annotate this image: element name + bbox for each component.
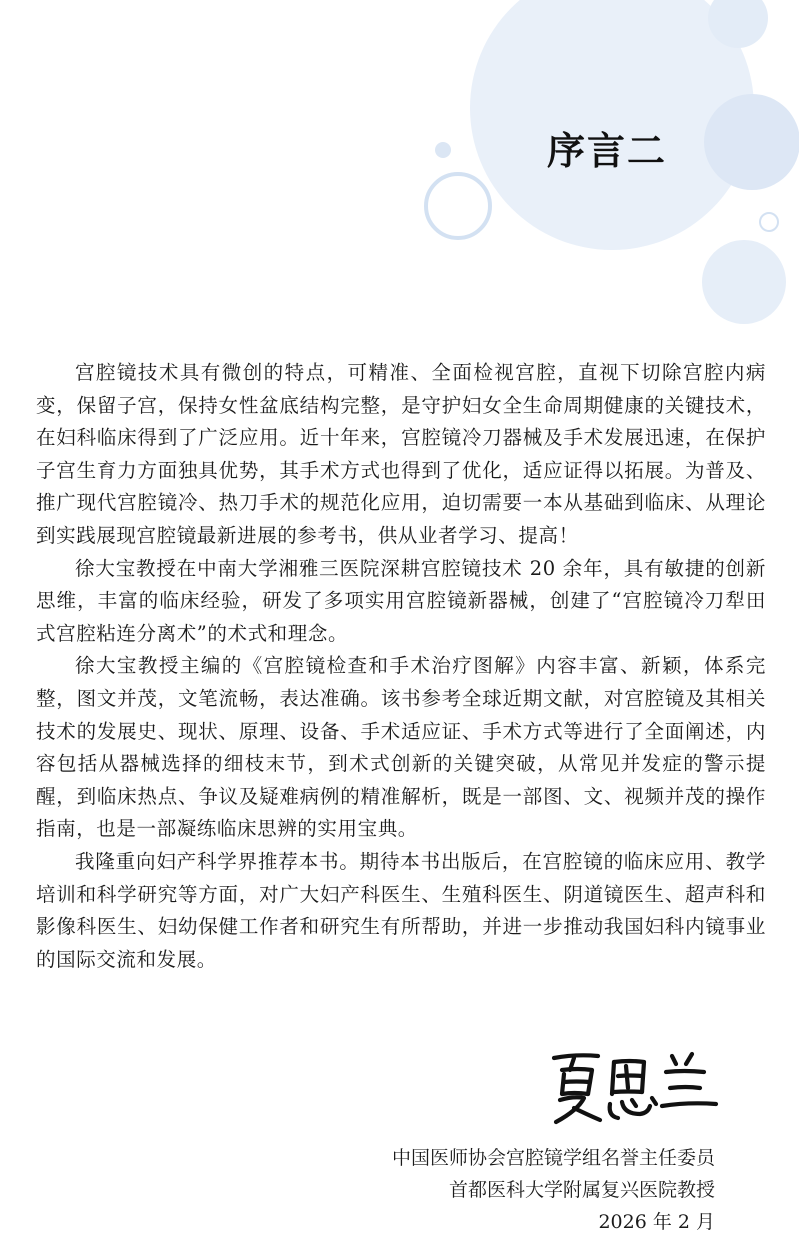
tiny-ring bbox=[760, 213, 778, 231]
signature-title: 中国医师协会宫腔镜学组名誉主任委员 bbox=[391, 1147, 715, 1169]
decorative-bubbles bbox=[0, 0, 799, 340]
ring-bubble bbox=[426, 174, 490, 238]
small-dot bbox=[435, 142, 451, 158]
preface-body bbox=[36, 357, 766, 976]
paragraph-2: 徐大宝教授在中南大学湘雅三医院深耕宫腔镜技术 20 余年，具有敏捷的创新思维，丰富的临床经验，研发了多项实用宫腔镜新器械，创建了“宫腔镜冷刀犁田式宫腔粘连分离术”的术式和理念。 bbox=[36, 556, 766, 645]
right-bubble bbox=[704, 94, 799, 190]
paragraph-3: 徐大宝教授主编的《宫腔镜检查和手术治疗图解》内容丰富、新颖，体系完整，图文并茂，文笔流畅，表达准确。该书参考全球近期文献，对宫腔镜及其相关技术的发展史、现状、原理、设备、手术适应证、手术方式等进行了全面阐述，内容包括从器械选择的细枝末节，到术式创新的关键突破，从常见并发症的警示提醒，到临床热点、争议及疑难病例的精准解析，既是一部图、文、视频并茂的操作指南，也是一部凝练临床思辨的实用宝典。 bbox=[36, 654, 766, 841]
handwritten-signature bbox=[548, 1048, 720, 1126]
lower-bubble bbox=[702, 240, 786, 324]
signature-block bbox=[392, 1142, 715, 1238]
signature-affiliation: 首都医科大学附属复兴医院教授 bbox=[448, 1179, 715, 1201]
signature-date: 2026 年 2 月 bbox=[598, 1211, 715, 1233]
paragraph-1: 宫腔镜技术具有微创的特点，可精准、全面检视宫腔，直视下切除宫腔内病变，保留子宫，保持女性盆底结构完整，是守护妇女全生命周期健康的关键技术，在妇科临床得到了广泛应用。近十年来，宫腔镜冷刀器械及手术发展迅速，在保护子宫生育力方面独具优势，其手术方式也得到了优化，适应证得以拓展。为普及、推广现代宫腔镜冷、热刀手术的规范化应用，迫切需要一本从基础到临床、从理论到实践展现宫腔镜最新进展的参考书，供从业者学习、提高！ bbox=[36, 361, 766, 547]
paragraph-4: 我隆重向妇产科学界推荐本书。期待本书出版后，在宫腔镜的临床应用、教学培训和科学研究等方面，对广大妇产科医生、生殖科医生、阴道镜医生、超声科和影像科医生、妇幼保健工作者和研究生有所帮助，并进一步推动我国妇科内镜事业的国际交流和发展。 bbox=[36, 849, 766, 971]
page-title: 序言二 bbox=[547, 129, 668, 173]
